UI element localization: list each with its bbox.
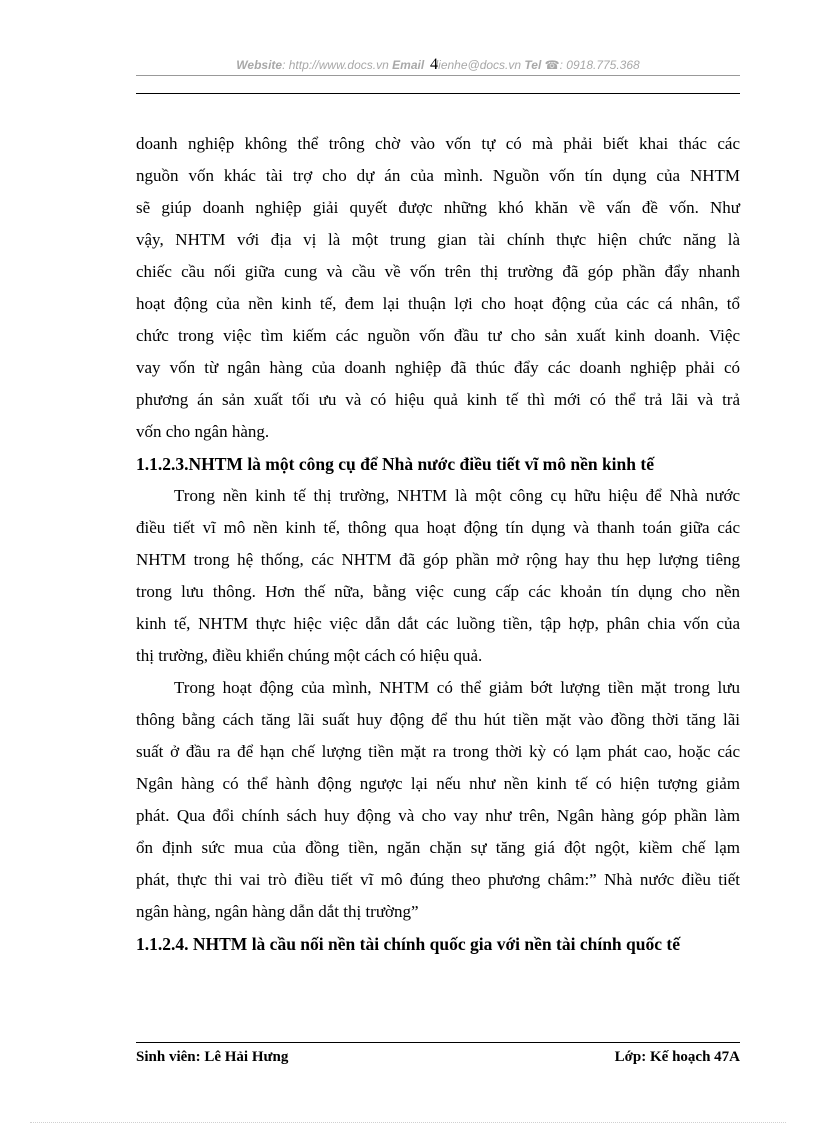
paragraph-line: kinh tế, NHTM thực hiệc việc dẫn dắt các luồng tiền, tập hợp, phân chia vốn của	[136, 614, 740, 633]
email-label: Email	[392, 58, 425, 72]
paragraph-line: phương án sản xuất tối ưu và có hiệu quả kinh tế thì mới có thể trả lãi và trả	[136, 390, 740, 409]
paragraph-line: NHTM trong hệ thống, các NHTM đã góp phần mở rộng hay thu hẹp lượng tiêng	[136, 550, 740, 569]
paragraph-line: sẽ giúp doanh nghiệp giải quyết được những khó khăn về vấn đề vốn. Như	[136, 198, 740, 217]
paragraph-line: vậy, NHTM với địa vị là một trung gian tài chính thực hiện chức năng là	[136, 230, 740, 249]
paragraph-line: phát, thực thi vai trò điều tiết vĩ mô đúng theo phương châm:” Nhà nước điều tiết	[136, 870, 740, 889]
document-body	[136, 128, 740, 960]
tel-label: Tel	[524, 58, 542, 72]
paragraph-line: thông bằng cách tăng lãi suất huy động để thu hút tiền mặt vào đồng thời tăng lãi	[136, 710, 740, 729]
paragraph-line: Ngân hàng có thể hành động ngược lại nếu như nền kinh tế có hiện tượng giảm	[136, 774, 740, 793]
page-header	[136, 58, 740, 74]
paragraph-line: chức trong việc tìm kiếm các nguồn vốn đầu tư cho sản xuất kinh doanh. Việc	[136, 326, 740, 345]
paragraph-line: doanh nghiệp không thể trông chờ vào vốn tự có mà phải biết khai thác các	[136, 134, 740, 153]
paragraph-line: vay vốn từ ngân hàng của doanh nghiệp đã thúc đẩy các doanh nghiệp phải có	[136, 358, 740, 377]
email-value[interactable]: lienhe@docs.vn	[435, 58, 522, 72]
paragraph-line: điều tiết vĩ mô nền kinh tế, thông qua hoạt động tín dụng và thanh toán giữa các	[136, 518, 740, 537]
paragraph-line: trong lưu thông. Hơn thế nữa, bằng việc cung cấp các khoản tín dụng cho nền	[136, 582, 740, 601]
website-value[interactable]: : http://www.docs.vn	[282, 58, 389, 72]
phone-icon: ☎	[544, 58, 560, 72]
paragraph-line: Trong hoạt động của mình, NHTM có thể giảm bớt lượng tiền mặt trong lưu	[174, 678, 740, 697]
paragraph-line: nguồn vốn khác tài trợ cho dự án của mình. Nguồn vốn tín dụng của NHTM	[136, 166, 740, 185]
website-label: Website	[236, 58, 283, 72]
section-heading: 1.1.2.3.NHTM là một công cụ để Nhà nước điều tiết vĩ mô nền kinh tế	[136, 454, 654, 474]
header-divider	[136, 75, 740, 76]
header-rule	[136, 93, 740, 94]
paragraph-line: suất ở đầu ra để hạn chế lượng tiền mặt ra trong thời kỳ có lạm phát cao, hoặc các	[136, 742, 740, 761]
footer-rule	[136, 1042, 740, 1043]
page-number: 4	[430, 56, 438, 73]
paragraph-line: Trong nền kinh tế thị trường, NHTM là một công cụ hữu hiệu để Nhà nước	[174, 486, 740, 505]
tel-value: : 0918.775.368	[559, 58, 640, 72]
footer-class: Lớp: Kế hoạch 47A	[614, 1049, 740, 1065]
paragraph-line: chiếc cầu nối giữa cung và cầu về vốn trên thị trường đã góp phần đẩy nhanh	[136, 262, 740, 281]
paragraph-line: ổn định sức mua của đồng tiền, ngăn chặn sự tăng giá đột ngột, kiềm chế lạm	[136, 838, 740, 857]
paragraph-line: hoạt động của nền kinh tế, đem lại thuận lợi cho hoạt động của các cá nhân, tổ	[136, 294, 740, 313]
paragraph-line: vốn cho ngân hàng.	[136, 422, 270, 441]
paragraph-line: thị trường, điều khiển chúng một cách có hiệu quả.	[136, 646, 483, 665]
paragraph-line: ngân hàng, ngân hàng dẫn dắt thị trường”	[136, 902, 419, 921]
section-heading: 1.1.2.4. NHTM là cầu nối nền tài chính quốc gia với nền tài chính quốc tế	[136, 934, 680, 954]
footer-student: Sinh viên: Lê Hải Hưng	[136, 1049, 289, 1065]
paragraph-line: phát. Qua đổi chính sách huy động và cho vay như trên, Ngân hàng góp phần làm	[136, 806, 740, 825]
